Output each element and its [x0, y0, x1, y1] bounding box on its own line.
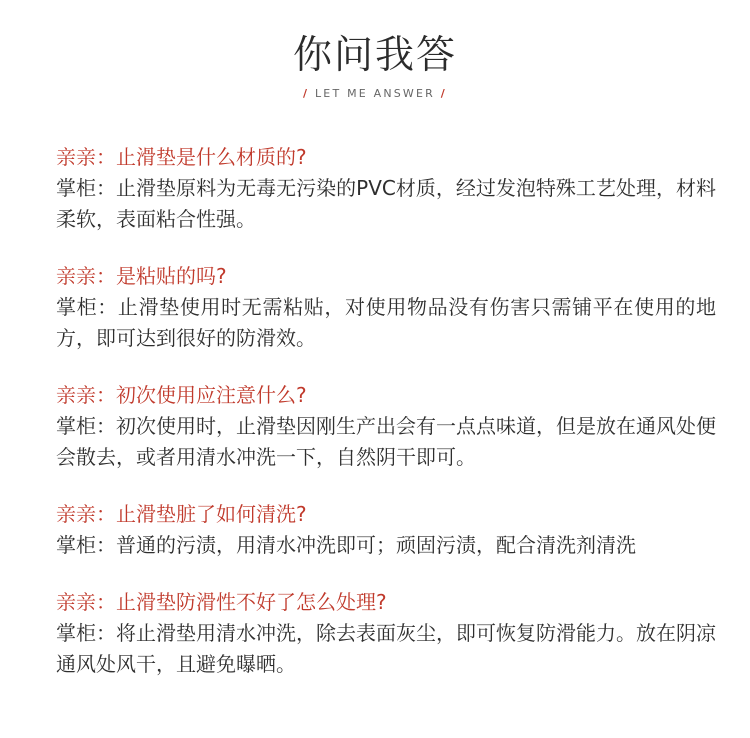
subtitle-slash-right: /	[440, 87, 447, 100]
page-subtitle	[0, 86, 750, 102]
question-text: 亲亲：初次使用应注意什么?	[56, 383, 307, 407]
answer-text: 掌柜：止滑垫原料为无毒无污染的PVC材质，经过发泡特殊工艺处理，材料柔软，表面粘合性强。	[56, 176, 716, 231]
answer-text: 掌柜：止滑垫使用时无需粘贴，对使用物品没有伤害只需铺平在使用的地方，即可达到很好的防滑效。	[56, 295, 716, 350]
qa-item-cleaning	[56, 499, 716, 561]
question-text: 亲亲：止滑垫防滑性不好了怎么处理?	[56, 590, 387, 614]
qa-item-restore-grip	[56, 587, 716, 680]
qa-item-material	[56, 142, 716, 235]
answer-text: 掌柜：普通的污渍，用清水冲洗即可；顽固污渍，配合清洗剂清洗	[56, 533, 636, 557]
answer-text: 掌柜：初次使用时，止滑垫因刚生产出会有一点点味道，但是放在通风处便会散去，或者用清水冲洗一下，自然阴干即可。	[56, 414, 716, 469]
page-title: 你问我答	[292, 33, 457, 78]
answer-text: 掌柜：将止滑垫用清水冲洗，除去表面灰尘，即可恢复防滑能力。放在阴凉通风处风干，且避免曝晒。	[56, 621, 716, 676]
question-text: 亲亲：是粘贴的吗?	[56, 264, 227, 288]
subtitle-slash-left: /	[303, 87, 310, 100]
question-text: 亲亲：止滑垫脏了如何清洗?	[56, 502, 307, 526]
qa-list	[56, 142, 716, 706]
page-header	[0, 30, 750, 102]
subtitle-text: LET ME ANSWER	[314, 87, 436, 100]
question-text: 亲亲：止滑垫是什么材质的?	[56, 145, 307, 169]
qa-item-first-use	[56, 380, 716, 473]
qa-item-adhesive	[56, 261, 716, 354]
